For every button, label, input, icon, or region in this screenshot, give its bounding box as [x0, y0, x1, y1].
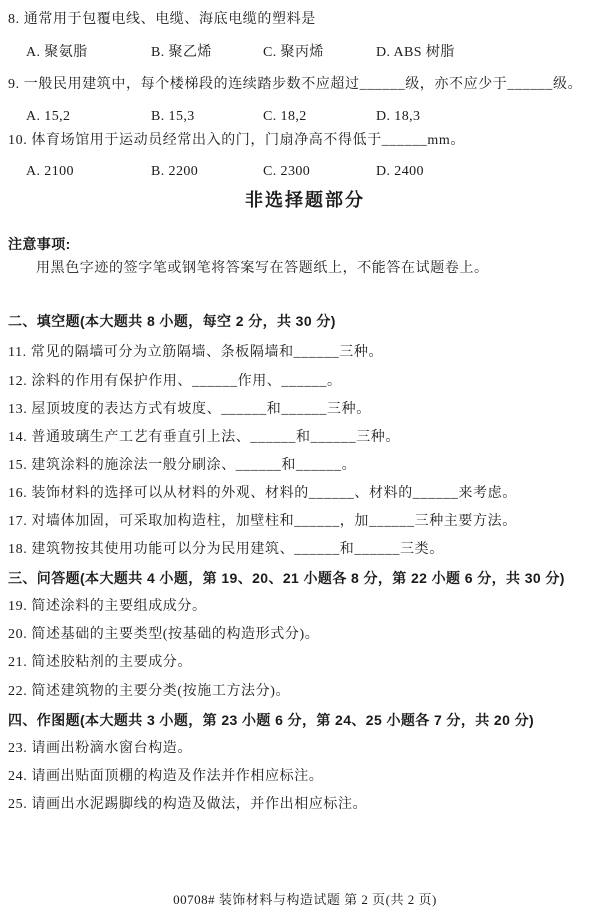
fill-item-16: 16. 装饰材料的选择可以从材料的外观、材料的______、材料的______来考虑。 — [8, 486, 517, 501]
question-9-options — [8, 110, 606, 126]
qa-item-22: 22. 简述建筑物的主要分类(按施工方法分)。 — [8, 684, 291, 699]
question-9-option-a: A. 15,2 — [26, 109, 71, 124]
qa-item-20: 20. 简述基础的主要类型(按基础的构造形式分)。 — [8, 627, 320, 642]
fill-item-17: 17. 对墙体加固，可采取加构造柱，加壁柱和______，加______三种主要方法。 — [8, 514, 517, 529]
question-10-option-c: C. 2300 — [263, 164, 311, 179]
qa-item-19: 19. 简述涂料的主要组成成分。 — [8, 599, 207, 614]
question-9-option-c: C. 18,2 — [263, 109, 307, 124]
fill-item-15: 15. 建筑涂料的施涂法一般分刷涂、______和______。 — [8, 458, 357, 473]
draw-item-24: 24. 请画出贴面顶棚的构造及作法并作相应标注。 — [8, 769, 324, 784]
question-10-options — [8, 165, 606, 181]
fill-item-12: 12. 涂料的作用有保护作用、______作用、______。 — [8, 374, 342, 389]
section-heading-fill: 二、填空题(本大题共 8 小题，每空 2 分，共 30 分) — [8, 313, 336, 329]
question-10-option-b: B. 2200 — [151, 164, 199, 179]
question-8-option-b: B. 聚乙烯 — [151, 45, 212, 60]
question-8-option-a: A. 聚氨脂 — [26, 45, 88, 60]
question-8-option-c: C. 聚丙烯 — [263, 45, 324, 60]
notice-heading: 注意事项: — [8, 236, 71, 252]
question-8-stem: 8. 通常用于包覆电线、电缆、海底电缆的塑料是 — [8, 12, 316, 27]
question-8-options — [8, 46, 606, 62]
fill-item-18: 18. 建筑物按其使用功能可以分为民用建筑、______和______三类。 — [8, 542, 444, 557]
question-10-option-a: A. 2100 — [26, 164, 74, 179]
section-heading-draw: 四、作图题(本大题共 3 小题，第 23 小题 6 分，第 24、25 小题各 7 分，共 20 分) — [8, 712, 535, 728]
page-footer: 00708# 装饰材料与构造试题 第 2 页(共 2 页) — [173, 892, 437, 907]
section-heading-qa: 三、问答题(本大题共 4 小题，第 19、20、21 小题各 8 分，第 22 小题 6 分，共 30 分) — [8, 570, 565, 586]
fill-item-14: 14. 普通玻璃生产工艺有垂直引上法、______和______三种。 — [8, 430, 400, 445]
question-10-option-d: D. 2400 — [376, 164, 424, 179]
question-9-stem: 9. 一般民用建筑中，每个楼梯段的连续踏步数不应超过______级，亦不应少于______级。 — [8, 77, 583, 92]
fill-item-11: 11. 常见的隔墙可分为立筋隔墙、条板隔墙和______三种。 — [8, 345, 384, 360]
fill-item-13: 13. 屋顶坡度的表达方式有坡度、______和______三种。 — [8, 402, 371, 417]
question-8-option-d: D. ABS 树脂 — [376, 45, 455, 60]
question-10-stem: 10. 体育场馆用于运动员经常出入的门，门扇净高不得低于______mm。 — [8, 133, 465, 148]
draw-item-25: 25. 请画出水泥踢脚线的构造及做法，并作出相应标注。 — [8, 797, 368, 812]
draw-item-23: 23. 请画出粉滴水窗台构造。 — [8, 741, 192, 756]
question-9-option-d: D. 18,3 — [376, 109, 421, 124]
part-title: 非选择题部分 — [245, 190, 365, 210]
qa-item-21: 21. 简述胶粘剂的主要成分。 — [8, 655, 192, 670]
notice-body: 用黑色字迹的签字笔或钢笔将答案写在答题纸上，不能答在试题卷上。 — [36, 261, 489, 276]
question-9-option-b: B. 15,3 — [151, 109, 195, 124]
